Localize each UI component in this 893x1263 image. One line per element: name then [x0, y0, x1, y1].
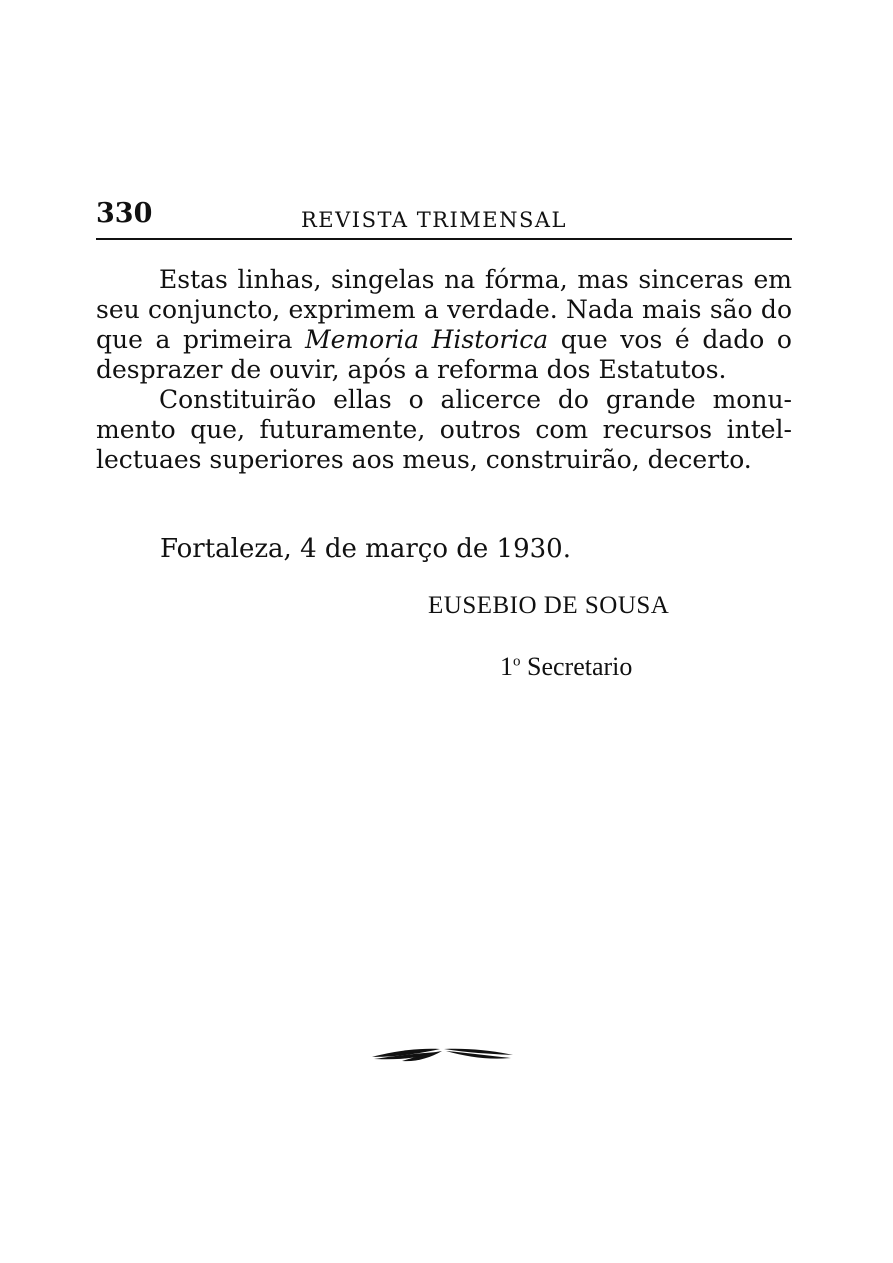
page-number: 330 [96, 198, 153, 229]
signature-name: EUSEBIO DE SOUSA [428, 592, 670, 619]
paragraph-1-start: Estas linhas, singelas na fórma, mas sinceras em seu conjuncto, exprimem a verdade. Nada mais são do que a primeira [96, 265, 792, 354]
signature-role [500, 652, 632, 682]
italic-title: Memoria Historica [304, 325, 549, 354]
body-text [96, 265, 792, 475]
role-title: Secretario [520, 652, 633, 681]
role-number: 1 [500, 652, 513, 681]
page-header [96, 198, 792, 240]
paragraph-2: Constituirão ellas o alicerce do grande monumento que, futuramente, outros com recursos intellectuaes superiores aos meus, construirão, decerto. [96, 385, 792, 474]
end-ornament-icon [370, 1040, 515, 1070]
running-title: REVISTA TRIMENSAL [301, 208, 568, 232]
date-line: Fortaleza, 4 de março de 1930. [160, 534, 571, 564]
role-ordinal: o [513, 653, 521, 670]
paragraph-1-end: que vos é dado o desprazer de ouvir, após a reforma dos Estatutos. [96, 325, 792, 384]
paragraph-1 [96, 265, 792, 385]
